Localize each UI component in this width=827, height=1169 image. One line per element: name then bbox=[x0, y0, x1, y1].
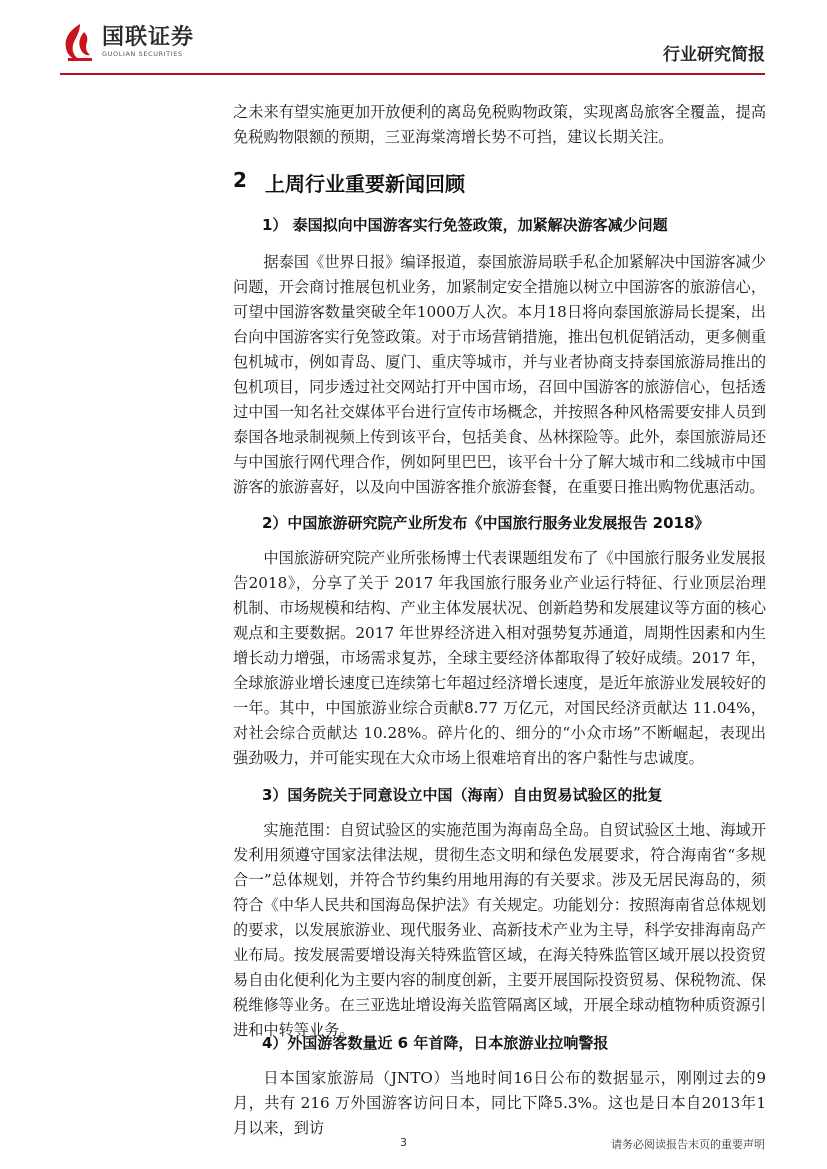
news-heading-3: 3）国务院关于同意设立中国（海南）自由贸易试验区的批复 bbox=[262, 786, 663, 804]
header-divider bbox=[60, 73, 765, 75]
news-body-4: 日本国家旅游局（JNTO）当地时间16日公布的数据显示，刚刚过去的9月，共有 216 万外国游客访问日本，同比下降5.3%。这也是日本自2013年1月以来，到访 bbox=[233, 1069, 766, 1137]
news-body-3: 实施范围：自贸试验区的实施范围为海南岛全岛。自贸试验区土地、海域开发利用须遵守国家法律法规，贯彻生态文明和绿色发展要求，符合海南省“多规合一”总体规划，并符合节约集约用地用海的有关要求。涉及无居民海岛的，须符合《中华人民共和国海岛保护法》有关规定。功能划分：按照海南省总体规划的要求，以发展旅游业、现代服务业、高新技术产业为主导，科学安排海南岛产业布局。按发展需要增设海关特殊监管区域，在海关特殊监管区域开展以投资贸易自由化便利化为主要内容的制度创新，主要开展国际投资贸易、保税物流、保税维修等业务。在三亚选址增设海关监管隔离区域，开展全球动植物种质资源引进和中转等业务。 bbox=[233, 821, 766, 1039]
page-header bbox=[0, 0, 827, 80]
section-heading bbox=[233, 168, 465, 197]
section-number: 2 bbox=[233, 168, 247, 192]
page-number: 3 bbox=[400, 1136, 407, 1149]
logo-english-text: GUOLIAN SECURITIES bbox=[102, 49, 183, 58]
flame-logo-icon bbox=[60, 22, 96, 62]
intro-paragraph: 之未来有望实施更加开放便利的离岛免税购物政策，实现离岛旅客全覆盖，提高免税购物限额的预期，三亚海棠湾增长势不可挡，建议长期关注。 bbox=[233, 103, 766, 146]
news-heading-1: 1） 泰国拟向中国游客实行免签政策，加紧解决游客减少问题 bbox=[262, 216, 668, 234]
news-body-1: 据泰国《世界日报》编译报道，泰国旅游局联手私企加紧解决中国游客减少问题，开会商讨推展包机业务，加紧制定安全措施以树立中国游客的旅游信心，可望中国游客数量突破全年1000万人次。本月18日将向泰国旅游局长提案，出台向中国游客实行免签政策。对于市场营销措施，推出包机促销活动，更多侧重包机城市，例如青岛、厦门、重庆等城市，并与业者协商支持泰国旅游局推出的包机项目，同步透过社交网站打开中国市场，召回中国游客的旅游信心，包括透过中国一知名社交媒体平台进行宣传市场概念，并按照各种风格需要安排人员到泰国各地录制视频上传到该平台，包括美食、丛林探险等。此外，泰国旅游局还与中国旅行网代理合作，例如阿里巴巴，该平台十分了解大城市和二线城市中国游客的旅游喜好，以及向中国游客推介旅游套餐，在重要日推出购物优惠活动。 bbox=[233, 253, 766, 496]
company-logo bbox=[60, 22, 194, 62]
news-heading-2: 2）中国旅游研究院产业所发布《中国旅行服务业发展报告 2018》 bbox=[262, 514, 710, 532]
footer-disclaimer: 请务必阅读报告末页的重要声明 bbox=[611, 1138, 765, 1151]
logo-chinese-text: 国联证券 bbox=[102, 24, 195, 50]
news-body-2: 中国旅游研究院产业所张杨博士代表课题组发布了《中国旅行服务业发展报告2018》，分享了关于 2017 年我国旅行服务业产业运行特征、行业顶层治理机制、市场规模和结构、产业主体发展状况、创新趋势和发展建议等方面的核心观点和主要数据。2017 年世界经济进入相对强势复苏通道，周期性因素和内生增长动力增强，市场需求复苏，全球主要经济体都取得了较好成绩。2017 年，全球旅游业增长速度已连续第七年超过经济增长速度，是近年旅游业发展较好的一年。其中，中国旅游业综合贡献8.77 万亿元，对国民经济贡献达 11.04%，对社会综合贡献达 10.28%。碎片化的、细分的“小众市场”不断崛起，表现出强劲吸力，并可能实现在大众市场上很难培育出的客户黏性与忠诚度。 bbox=[233, 549, 766, 767]
section-title-text: 上周行业重要新闻回顾 bbox=[265, 172, 465, 196]
news-heading-4: 4）外国游客数量近 6 年首降，日本旅游业拉响警报 bbox=[262, 1034, 609, 1052]
report-type-label: 行业研究简报 bbox=[663, 45, 765, 65]
